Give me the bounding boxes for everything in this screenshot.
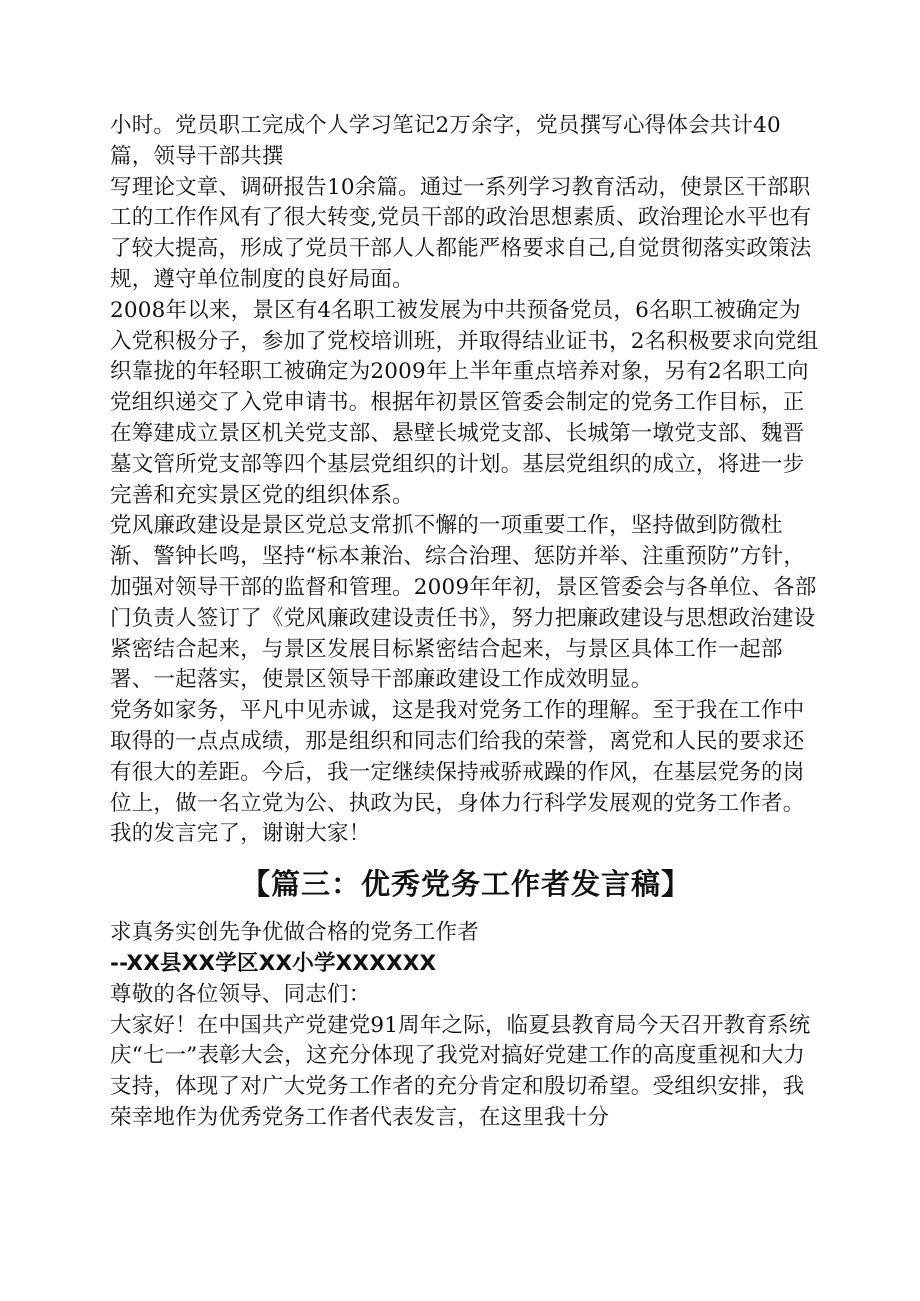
speech-byline: --XX县XX学区XX小学XXXXXX <box>110 950 437 976</box>
paragraph-study-results: 小时。党员职工完成个人学习笔记2万余字，党员撰写心得体会共计40篇，领导干部共撰 <box>110 113 781 169</box>
paragraph-party-development: 2008年以来，景区有4名职工被发展为中共预备党员，6名职工被确定为入党积极分子，参加了党校培训班，并取得结业证书，2名积极要求向党组织靠拢的年轻职工被确定为2009年上半年重点培养对象，另有2名职工向党组织递交了入党申请书。根据年初景区管委会制定的党务工作目标，正在筹建成立景区机关党支部、悬壁长城党支部、长城第一墩党支部、魏晋墓文管所党支部等四个基层党组织的计划。基层党组织的成立，将进一步完善和充实景区党的组织体系。 <box>110 297 819 508</box>
salutation: 尊敬的各位领导、同志们： <box>110 981 371 1007</box>
speech-subtitle: 求真务实创先争优做合格的党务工作者 <box>110 920 479 946</box>
paragraph-study-outcome: 写理论文章、调研报告10余篇。通过一系列学习教育活动，使景区干部职工的工作作风有了很大转变,党员干部的政治思想素质、政治理论水平也有了较大提高，形成了党员干部人人都能严格要求自己,自觉贯彻落实政策法规，遵守单位制度的良好局面。 <box>110 174 812 292</box>
paragraph-reflection: 党务如家务，平凡中见赤诚，这是我对党务工作的理解。至于我在工作中取得的一点点成绩，那是组织和同志们给我的荣誉，离党和人民的要求还有很大的差距。今后，我一定继续保持戒骄戒躁的作风，在基层党务的岗位上，做一名立党为公、执政为民，身体力行科学发展观的党务工作者。 <box>110 698 805 816</box>
paragraph-closing: 我的发言完了，谢谢大家！ <box>110 821 371 847</box>
paragraph-integrity-building: 党风廉政建设是景区党总支常抓不懈的一项重要工作，坚持做到防微杜渐、警钟长鸣，坚持“标本兼治、综合治理、惩防并举、注重预防”方针，加强对领导干部的监督和管理。2009年年初，景区管委会与各单位、各部门负责人签订了《党风廉政建设责任书》，努力把廉政建设与思想政治建设紧密结合起来，与景区发展目标紧密结合起来，与景区具体工作一起部署、一起落实，使景区领导干部廉政建设工作成效明显。 <box>110 513 817 693</box>
document-page <box>110 111 822 1134</box>
paragraph-opening: 大家好！在中国共产党建党91周年之际，临夏县教育局今天召开教育系统庆“七一”表彰大会，这充分体现了我党对搞好党建工作的高度重视和大力支持，体现了对广大党务工作者的充分肯定和殷切希望。受组织安排，我荣幸地作为优秀党务工作者代表发言，在这里我十分 <box>110 1012 811 1130</box>
section-title: 【篇三：优秀党务工作者发言稿】 <box>240 867 691 902</box>
